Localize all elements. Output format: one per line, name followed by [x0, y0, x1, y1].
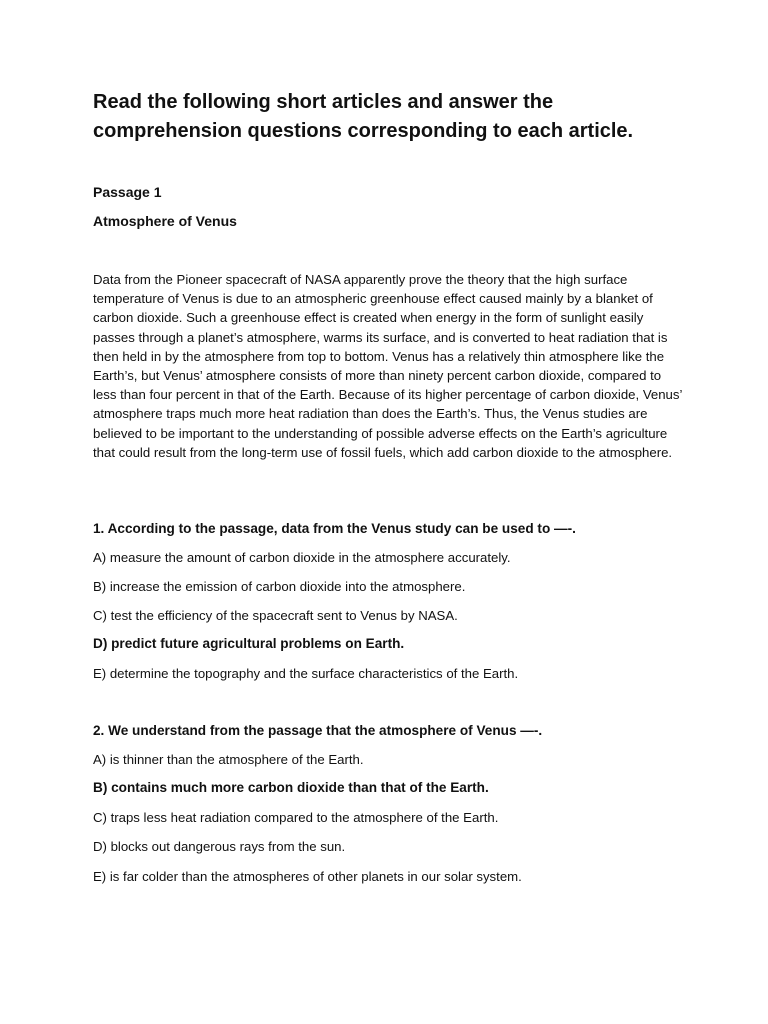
question-2: 2. We understand from the passage that the atmosphere of Venus —-. — [93, 723, 543, 738]
question-1: 1. According to the passage, data from the Venus study can be used to —-. — [93, 521, 576, 536]
question-1-option-e: E) determine the topography and the surface characteristics of the Earth. — [93, 666, 519, 681]
passage-body: Data from the Pioneer spacecraft of NASA apparently prove the theory that the high surface temperature of Venus is due to an atmospheric greenhouse effect caused mainly by a blanket of carbon dioxide. Such a greenhouse effect is created when energy in the form of sunlight easily passes through a planet’s atmosphere, warms its surface, and is converted to heat radiation that is then held in by the atmosphere from top to bottom. Venus has a relatively thin atmosphere like the Earth’s, but Venus’ atmosphere consists of more than ninety percent carbon dioxide, compared to less than four percent in that of the Earth. Because of its higher percentage of carbon dioxide, Venus’ atmosphere traps much more heat radiation than does the Earth’s. Thus, the Venus studies are believed to be important to the understanding of possible adverse effects on the Earth’s agriculture that could result from the long-term use of fossil fuels, which add carbon dioxide to the atmosphere. — [93, 272, 682, 460]
question-1-option-d-correct: D) predict future agricultural problems on Earth. — [93, 636, 405, 651]
question-2-option-a: A) is thinner than the atmosphere of the Earth. — [93, 752, 364, 767]
question-2-option-b-correct: B) contains much more carbon dioxide than that of the Earth. — [93, 780, 489, 795]
question-1-option-b: B) increase the emission of carbon dioxide into the atmosphere. — [93, 579, 466, 594]
question-2-option-c: C) traps less heat radiation compared to the atmosphere of the Earth. — [93, 810, 499, 825]
question-1-option-c: C) test the efficiency of the spacecraft sent to Venus by NASA. — [93, 608, 458, 623]
question-1-option-a: A) measure the amount of carbon dioxide in the atmosphere accurately. — [93, 550, 511, 565]
passage-number: Passage 1 — [93, 184, 162, 200]
question-2-option-d: D) blocks out dangerous rays from the sun. — [93, 839, 346, 854]
passage-title: Atmosphere of Venus — [93, 213, 237, 229]
question-2-option-e: E) is far colder than the atmospheres of other planets in our solar system. — [93, 869, 522, 884]
instructions-heading: Read the following short articles and answer the comprehension questions corresponding to each article. — [93, 91, 634, 142]
